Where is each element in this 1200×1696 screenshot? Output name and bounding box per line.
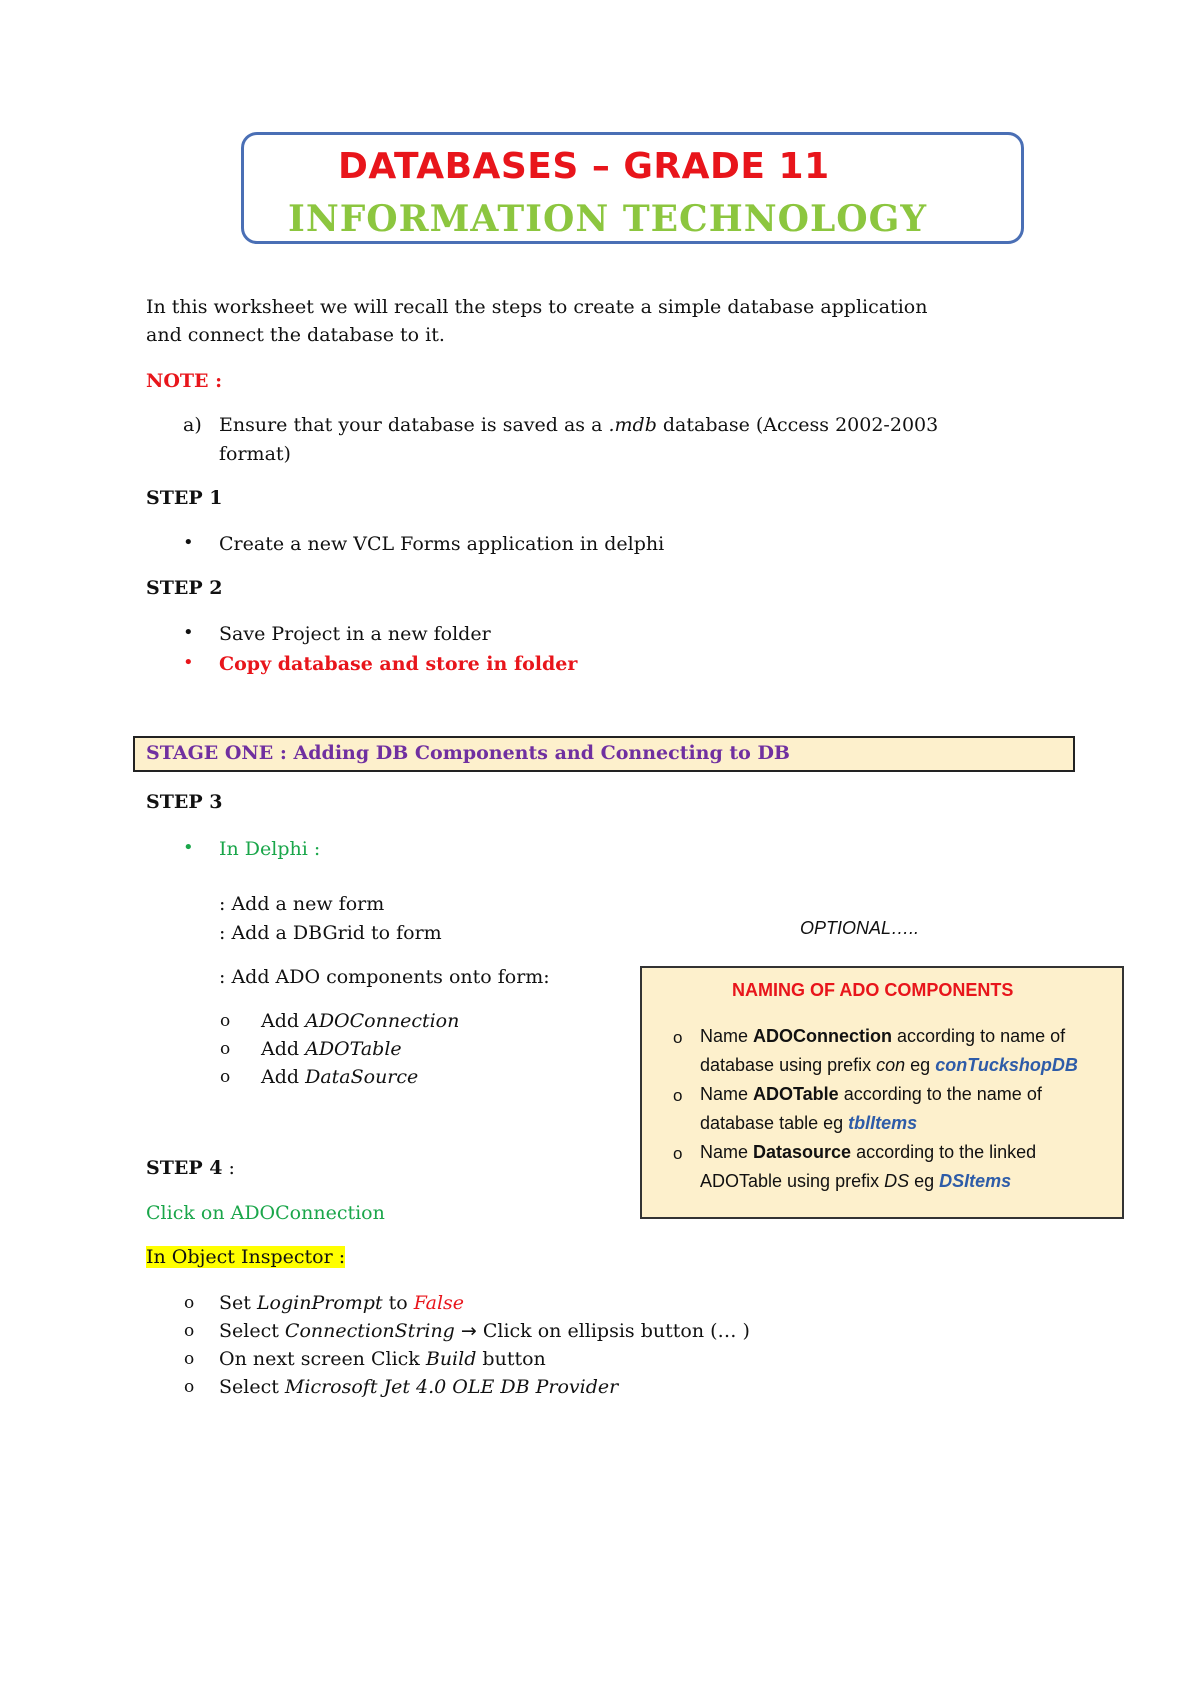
step3-line-3: : Add ADO components onto form: xyxy=(219,966,550,988)
naming-item-1-line-2: database using prefix con eg conTuckshopDB xyxy=(700,1055,1078,1075)
arrow-right-icon: → xyxy=(460,1320,477,1342)
circle-bullet-icon: o xyxy=(184,1293,195,1313)
circle-bullet-icon: o xyxy=(220,1039,231,1059)
step3-line-1: : Add a new form xyxy=(219,893,385,915)
circle-bullet-icon: o xyxy=(673,1086,683,1105)
circle-bullet-icon: o xyxy=(184,1321,195,1341)
step3-heading: STEP 3 xyxy=(146,791,223,813)
naming-box-title: NAMING OF ADO COMPONENTS xyxy=(732,980,1014,1000)
step1-heading: STEP 1 xyxy=(146,487,223,509)
document-title: DATABASES – GRADE 11 xyxy=(338,146,830,187)
bullet-icon: • xyxy=(183,622,194,643)
circle-bullet-icon: o xyxy=(220,1067,231,1087)
intro-line-1: In this worksheet we will recall the steps to create a simple database application xyxy=(146,296,928,318)
naming-item-3-line-2: ADOTable using prefix DS eg DSItems xyxy=(700,1171,1012,1191)
note-label: NOTE : xyxy=(146,370,223,392)
step3-sub-1: Add ADOConnection xyxy=(261,1010,460,1032)
step3-bullet: In Delphi : xyxy=(219,838,321,860)
circle-bullet-icon: o xyxy=(673,1028,683,1047)
step4-item-1: Set LoginPrompt to False xyxy=(219,1292,465,1314)
circle-bullet-icon: o xyxy=(184,1349,195,1369)
circle-bullet-icon: o xyxy=(220,1011,231,1031)
step2-heading: STEP 2 xyxy=(146,577,223,599)
naming-item-3: Name Datasource according to the linked xyxy=(700,1142,1037,1162)
step3-sub-3: Add DataSource xyxy=(261,1066,419,1088)
naming-item-1: Name ADOConnection according to name of xyxy=(700,1026,1066,1046)
step4-heading: STEP 4 : xyxy=(146,1157,235,1179)
step4-item-3: On next screen Click Build button xyxy=(219,1348,546,1370)
note-item-marker: a) xyxy=(183,414,202,436)
intro-line-2: and connect the database to it. xyxy=(146,324,445,346)
naming-item-2-line-2: database table eg tblItems xyxy=(700,1113,918,1133)
circle-bullet-icon: o xyxy=(673,1144,683,1163)
step4-item-2: Select ConnectionString → Click on ellipsis button (… ) xyxy=(219,1320,750,1342)
note-item-line-2: format) xyxy=(219,443,291,465)
step1-bullet: Create a new VCL Forms application in delphi xyxy=(219,533,665,555)
bullet-icon: • xyxy=(183,652,194,673)
bullet-icon: • xyxy=(183,532,194,553)
optional-label: OPTIONAL….. xyxy=(800,918,920,938)
note-item-text: Ensure that your database is saved as a .mdb database (Access 2002-2003 xyxy=(219,414,939,436)
bullet-icon: • xyxy=(183,837,194,858)
circle-bullet-icon: o xyxy=(184,1377,195,1397)
step2-bullet-2: Copy database and store in folder xyxy=(219,653,578,675)
document-subtitle: INFORMATION TECHNOLOGY xyxy=(288,198,928,240)
step3-sub-2: Add ADOTable xyxy=(261,1038,402,1060)
step2-bullet-1: Save Project in a new folder xyxy=(219,623,491,645)
naming-item-2: Name ADOTable according to the name of xyxy=(700,1084,1042,1104)
step4-click-line: Click on ADOConnection xyxy=(146,1202,385,1224)
stage-one-label: STAGE ONE : Adding DB Components and Connecting to DB xyxy=(146,742,790,764)
step3-line-2: : Add a DBGrid to form xyxy=(219,922,442,944)
object-inspector-label: In Object Inspector : xyxy=(146,1246,346,1268)
step4-item-4: Select Microsoft Jet 4.0 OLE DB Provider xyxy=(219,1376,619,1398)
